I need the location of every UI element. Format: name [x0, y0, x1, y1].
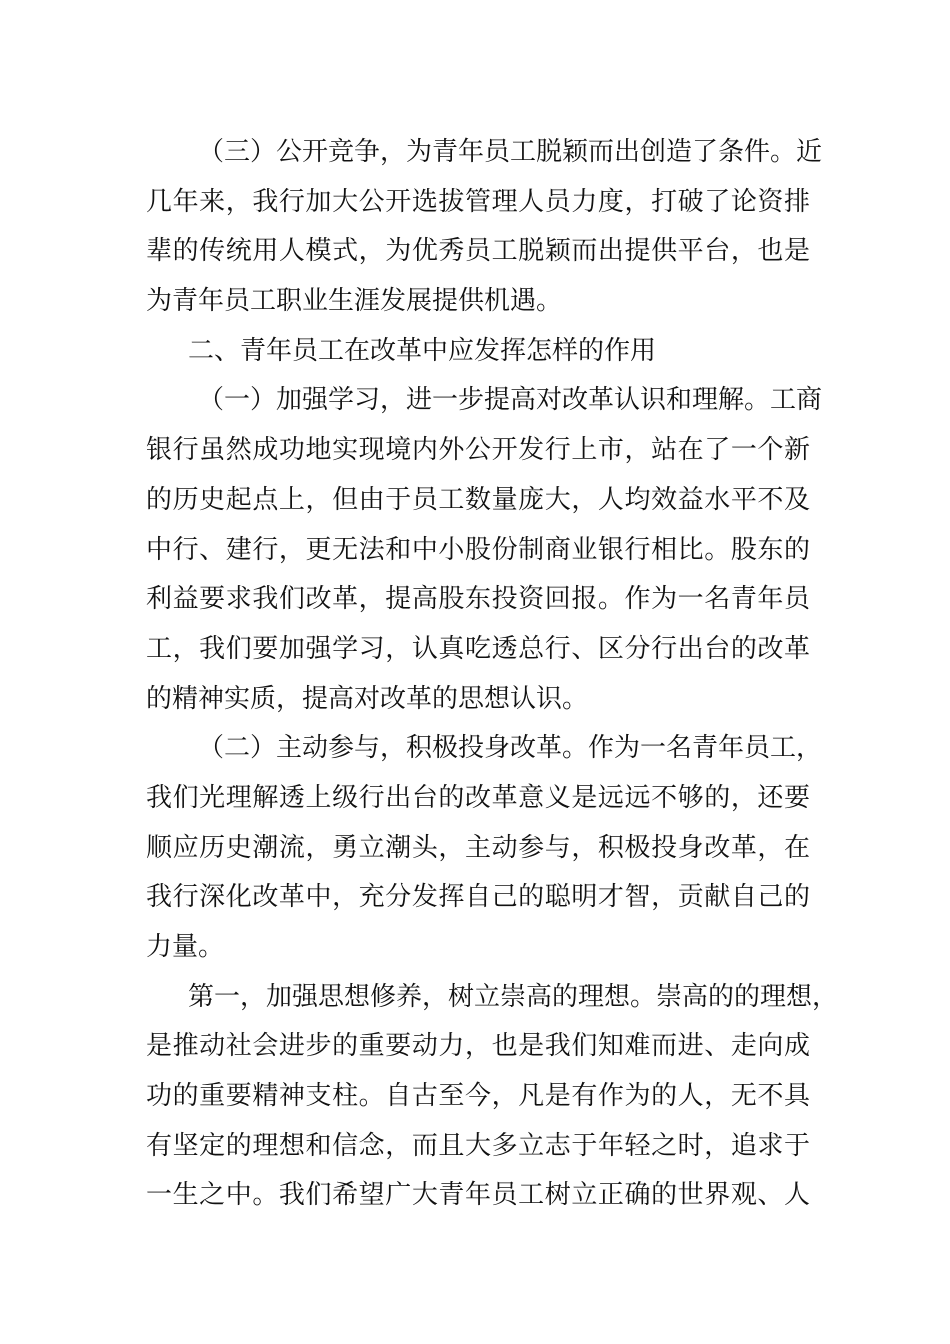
paragraph-3-line-1: （三）公开竞争，为青年员工脱颖而出创造了条件。近 — [198, 137, 823, 167]
point-1-line-3: 功的重要精神支柱。自古至今，凡是有作为的人，无不具 — [146, 1081, 810, 1112]
point-1-line-2: 是推动社会进步的重要动力，也是我们知难而进、走向成 — [146, 1031, 810, 1062]
paragraph-1-line-3: 的历史起点上，但由于员工数量庞大，人均效益水平不及 — [146, 484, 810, 515]
section-heading-2: 二、青年员工在改革中应发挥怎样的作用 — [188, 335, 657, 366]
point-1-line-5: 一生之中。我们希望广大青年员工树立正确的世界观、人 — [146, 1180, 810, 1211]
paragraph-3-line-3: 辈的传统用人模式，为优秀员工脱颖而出提供平台，也是 — [146, 236, 810, 267]
paragraph-2-line-4: 我行深化改革中，充分发挥自己的聪明才智，贡献自己的 — [146, 882, 810, 913]
paragraph-1-line-6: 工，我们要加强学习，认真吃透总行、区分行出台的改革 — [146, 633, 810, 664]
paragraph-2-line-3: 顺应历史潮流，勇立潮头，主动参与，积极投身改革，在 — [146, 832, 810, 863]
paragraph-1-line-5: 利益要求我们改革，提高股东投资回报。作为一名青年员 — [146, 584, 810, 615]
paragraph-1-line-7: 的精神实质，提高对改革的思想认识。 — [146, 683, 589, 714]
paragraph-3-line-2: 几年来，我行加大公开选拔管理人员力度，打破了论资排 — [146, 186, 810, 217]
paragraph-2-line-2: 我们光理解透上级行出台的改革意义是远远不够的，还要 — [146, 782, 810, 813]
paragraph-2-line-5: 力量。 — [146, 932, 225, 962]
paragraph-2-line-1: （二）主动参与，积极投身改革。作为一名青年员工， — [198, 733, 823, 764]
paragraph-1-line-1: （一）加强学习，进一步提高对改革认识和理解。工商 — [198, 385, 823, 416]
paragraph-1-line-4: 中行、建行，更无法和中小股份制商业银行相比。股东的 — [146, 534, 810, 565]
paragraph-3-line-4: 为青年员工职业生涯发展提供机遇。 — [146, 286, 563, 317]
point-1-line-4: 有坚定的理想和信念，而且大多立志于年轻之时，追求于 — [146, 1130, 810, 1161]
document-body — [146, 128, 839, 1221]
point-1-line-1: 第一，加强思想修养，树立崇高的理想。崇高的的理想， — [188, 981, 839, 1012]
paragraph-1-line-2: 银行虽然成功地实现境内外公开发行上市，站在了一个新 — [146, 435, 810, 466]
